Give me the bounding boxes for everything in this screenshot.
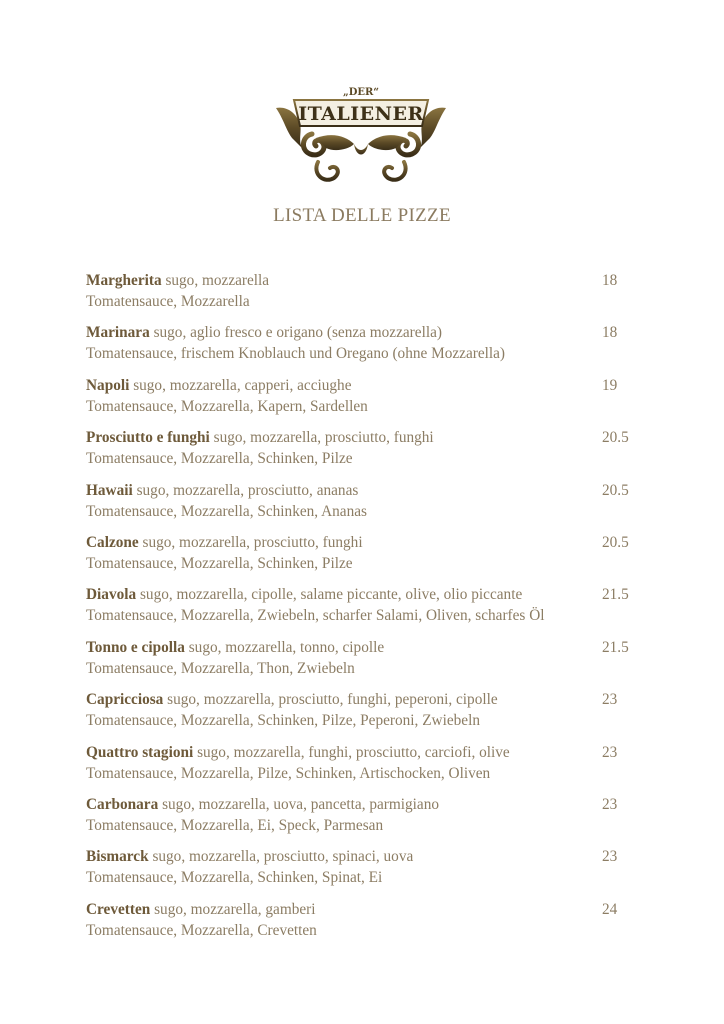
ingredients-german: Tomatensauce, Mozzarella, Schinken, Ananas [86,502,367,520]
price: 23 [602,848,618,866]
price: 20.5 [602,429,629,447]
price: 19 [602,376,618,394]
item-italian-line [86,742,646,763]
item-italian-line [86,322,646,343]
ingredients-italian: sugo, mozzarella [165,272,270,289]
price: 18 [602,324,618,342]
ornament-logo-icon [272,78,450,190]
pizza-name: Carbonara [86,795,159,813]
ingredients-german: Tomatensauce, Mozzarella, Schinken, Pilze, Peperoni, Zwiebeln [86,712,480,730]
list-item [86,899,646,951]
pizza-name: Tonno e cipolla [86,638,185,656]
list-item [86,689,646,741]
ingredients-german: Tomatensauce, Mozzarella, Schinken, Pilze [86,450,353,468]
pizza-list [86,270,646,951]
price: 23 [602,691,618,709]
list-item [86,427,646,479]
price: 20.5 [602,481,629,499]
item-italian-line [86,846,646,867]
ingredients-italian: sugo, mozzarella, funghi, prosciutto, carciofi, olive [197,743,510,761]
item-italian-line [86,480,646,501]
list-item [86,375,646,427]
list-item [86,584,646,636]
ingredients-german: Tomatensauce, Mozzarella, Zwiebeln, scharfer Salami, Oliven, scharfes Öl [86,607,545,625]
restaurant-logo [272,78,450,190]
list-item [86,742,646,794]
ingredients-german: Tomatensauce, frischem Knoblauch und Oregano (ohne Mozzarella) [86,345,505,363]
ingredients-italian: sugo, mozzarella, prosciutto, funghi, peperoni, cipolle [167,691,498,709]
item-italian-line [86,427,646,448]
ingredients-italian: sugo, mozzarella, prosciutto, ananas [136,481,359,499]
ingredients-italian: sugo, mozzarella, tonno, cipolle [188,638,385,656]
ingredients-italian: sugo, aglio fresco e origano (senza mozzarella) [153,324,442,342]
item-italian-line [86,270,646,291]
list-item [86,846,646,898]
list-item [86,270,646,322]
svg-text:ITALIENER: ITALIENER [298,103,424,125]
pizza-name: Calzone [86,533,139,551]
ingredients-italian: sugo, mozzarella, gamberi [154,900,316,918]
item-italian-line [86,584,646,605]
price: 20.5 [602,533,629,551]
ingredients-german: Tomatensauce, Mozzarella, Schinken, Pilze [86,554,353,572]
menu-title: LISTA DELLE PIZZE [273,205,451,226]
ingredients-german: Tomatensauce, Mozzarella, Thon, Zwiebeln [86,659,355,677]
pizza-name: Marinara [86,324,150,342]
price: 21.5 [602,638,629,656]
list-item [86,637,646,689]
ingredients-italian: sugo, mozzarella, capperi, acciughe [133,376,352,394]
price: 21.5 [602,586,629,604]
ingredients-italian: sugo, mozzarella, prosciutto, funghi [142,533,363,551]
pizza-name: Capricciosa [86,691,164,709]
pizza-name: Crevetten [86,900,151,918]
ingredients-italian: sugo, mozzarella, uova, pancetta, parmigiano [162,795,440,813]
pizza-name: Margherita [86,272,162,289]
svg-text:„DER“: „DER“ [342,87,380,98]
ingredients-italian: sugo, mozzarella, prosciutto, funghi [213,429,434,447]
pizza-name: Prosciutto e funghi [86,429,210,447]
price: 23 [602,795,618,813]
pizza-name: Napoli [86,376,130,394]
ingredients-italian: sugo, mozzarella, prosciutto, spinaci, uova [152,848,414,866]
ingredients-german: Tomatensauce, Mozzarella, Ei, Speck, Parmesan [86,816,384,834]
item-italian-line [86,899,646,920]
ingredients-german: Tomatensauce, Mozzarella, Schinken, Spinat, Ei [86,869,383,887]
item-italian-line [86,637,646,658]
pizza-name: Bismarck [86,848,149,866]
price: 24 [602,900,618,918]
ingredients-german: Tomatensauce, Mozzarella, Pilze, Schinken, Artischocken, Oliven [86,764,491,782]
list-item [86,794,646,846]
list-item [86,532,646,584]
price: 18 [602,272,618,289]
ingredients-italian: sugo, mozzarella, cipolle, salame piccante, olive, olio piccante [139,586,523,604]
pizza-name: Hawaii [86,481,133,499]
pizza-name: Quattro stagioni [86,743,194,761]
ingredients-german: Tomatensauce, Mozzarella [86,293,250,310]
ingredients-german: Tomatensauce, Mozzarella, Kapern, Sardellen [86,397,368,415]
pizza-name: Diavola [86,586,137,604]
price: 23 [602,743,618,761]
item-italian-line [86,794,646,815]
item-italian-line [86,532,646,553]
list-item [86,480,646,532]
ingredients-german: Tomatensauce, Mozzarella, Crevetten [86,921,317,939]
item-italian-line [86,375,646,396]
list-item [86,322,646,374]
item-italian-line [86,689,646,710]
